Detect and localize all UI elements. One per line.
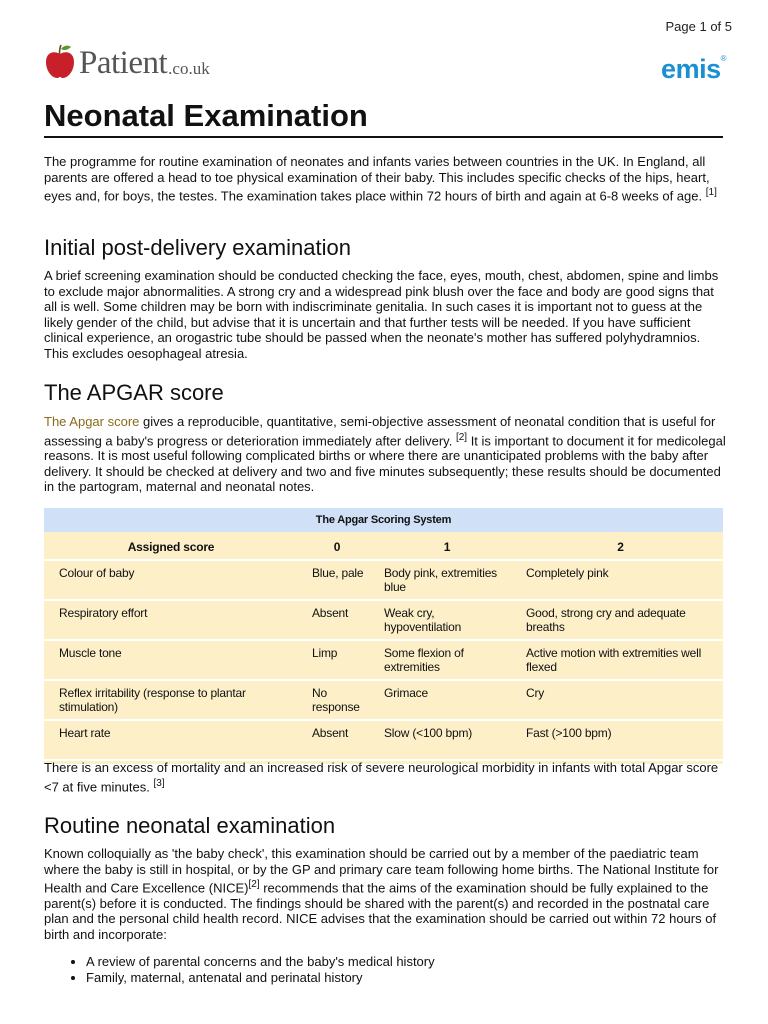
apgar-text-b: It is important to document it for medicolegal reasons. It is most useful following complicated births or where there are unanticipated problems with the baby after delivery. It should be checked at delivery and two and five minutes subsequently; these results should be documented in the partogram, maternal and neonatal notes. xyxy=(44,432,726,495)
apple-icon xyxy=(44,44,76,80)
intro-text: The programme for routine examination of neonates and infants varies between countries in the UK. In England, all parents are offered a head to toe physical examination of their baby. This includes specific checks of the hips, heart, eyes and, for boys, the testes. The examination takes place within 72 hours of birth and again at 6-8 weeks of age. xyxy=(44,154,710,204)
mortality-text: There is an excess of mortality and an increased risk of severe neurological morbidity in infants with total Apgar score <7 at five minutes. xyxy=(44,760,719,794)
column-header: 0 xyxy=(333,540,341,554)
table-cell: Blue, pale xyxy=(298,560,376,600)
page-number: Page 1 of 5 xyxy=(665,19,732,34)
table-cell: Reflex irritability (response to plantar stimulation) xyxy=(44,680,298,720)
table-cell: Grimace xyxy=(376,680,518,720)
table-cell: Respiratory effort xyxy=(44,600,298,640)
section-heading-apgar: The APGAR score xyxy=(44,380,224,405)
table-cell: Absent xyxy=(298,600,376,640)
examination-list xyxy=(62,954,435,986)
table-cell: Body pink, extremities blue xyxy=(376,560,518,600)
logo-wordmark: Patient xyxy=(79,45,168,81)
logo-domain: .co.uk xyxy=(168,59,210,78)
reference-link[interactable]: [1] xyxy=(705,187,717,198)
reference-link[interactable]: [2] xyxy=(455,431,468,443)
apgar-paragraph xyxy=(44,414,726,495)
routine-text-a: Known colloquially as 'the baby check', this examination should be carried out by a member of the paediatric team where the baby is still in hospital, or by the GP and primary care team following home births. The National Institute for Health and Care Excellence (NICE) xyxy=(44,846,719,896)
emis-logo[interactable] xyxy=(661,54,726,85)
list-item: • Family, maternal, antenatal and perinatal history xyxy=(86,970,435,986)
reference-link[interactable]: [3] xyxy=(153,777,165,789)
table-row xyxy=(44,720,723,760)
table-cell: Limp xyxy=(298,640,376,680)
table-cell: Colour of baby xyxy=(44,560,298,600)
column-header: 2 xyxy=(617,540,624,554)
table-row xyxy=(44,640,723,680)
table-cell: Active motion with extremities well flexed xyxy=(518,640,723,680)
routine-exam-paragraph xyxy=(44,846,726,942)
table-cell: Completely pink xyxy=(518,560,723,600)
apgar-table xyxy=(44,508,723,764)
mortality-paragraph xyxy=(44,760,726,794)
page-title: Neonatal Examination xyxy=(44,98,723,138)
table-cell: Muscle tone xyxy=(44,640,298,680)
table-cell: No response xyxy=(298,680,376,720)
table-cell: Fast (>100 bpm) xyxy=(518,720,723,760)
apgar-text-a: gives a reproducible, quantitative, semi-objective assessment of neonatal condition that is useful for assessing a baby's progress or deterioration immediately after delivery. xyxy=(44,414,716,448)
intro-paragraph xyxy=(44,154,726,204)
apgar-link[interactable]: The Apgar score xyxy=(44,414,140,429)
table-row xyxy=(44,680,723,720)
table-cell: Absent xyxy=(298,720,376,760)
section-heading-routine: Routine neonatal examination xyxy=(44,813,336,838)
table-title: The Apgar Scoring System xyxy=(44,508,723,532)
registered-mark: ® xyxy=(720,54,726,63)
table-row xyxy=(44,560,723,600)
column-header: Assigned score xyxy=(127,540,215,554)
emis-wordmark: emis xyxy=(661,54,721,84)
column-header: 1 xyxy=(443,540,451,554)
table-cell: Slow (<100 bpm) xyxy=(376,720,518,760)
table-cell: Cry xyxy=(518,680,723,720)
table-cell: Some flexion of extremities xyxy=(376,640,518,680)
routine-text-b: recommends that the aims of the examination should be fully explained to the parent(s) before it is conducted. The findings should be shared with the parent(s) and recorded in the postnatal care plan and the personal child health record. NICE advises that the examination should be carried out within 72 hours of birth and incorporate: xyxy=(44,880,717,942)
section-heading-initial: Initial post-delivery examination xyxy=(44,235,351,260)
reference-link[interactable]: [2] xyxy=(248,879,260,890)
initial-exam-paragraph: A brief screening examination should be conducted checking the face, eyes, mouth, chest, abdomen, spine and limbs to exclude major abnormalities. A strong cry and a widespread pink blush over the face and body are good signs that all is well. Some children may be born with indiscriminate genitalia. In such cases it is important not to guess at the likely gender of the child, but advise that it is uncertain and that further tests will be needed. If you have sufficient clinical experience, an orogastric tube should be passed when the neonate's mother has suffered polyhydramnios. This excludes oesophageal atresia. xyxy=(44,268,719,361)
table-cell: Good, strong cry and adequate breaths xyxy=(518,600,723,640)
list-item: • A review of parental concerns and the baby's medical history xyxy=(86,954,435,970)
table-cell: Heart rate xyxy=(44,720,298,760)
patient-logo[interactable] xyxy=(44,44,210,80)
table-cell: Weak cry, hypoventilation xyxy=(376,600,518,640)
table-row xyxy=(44,600,723,640)
